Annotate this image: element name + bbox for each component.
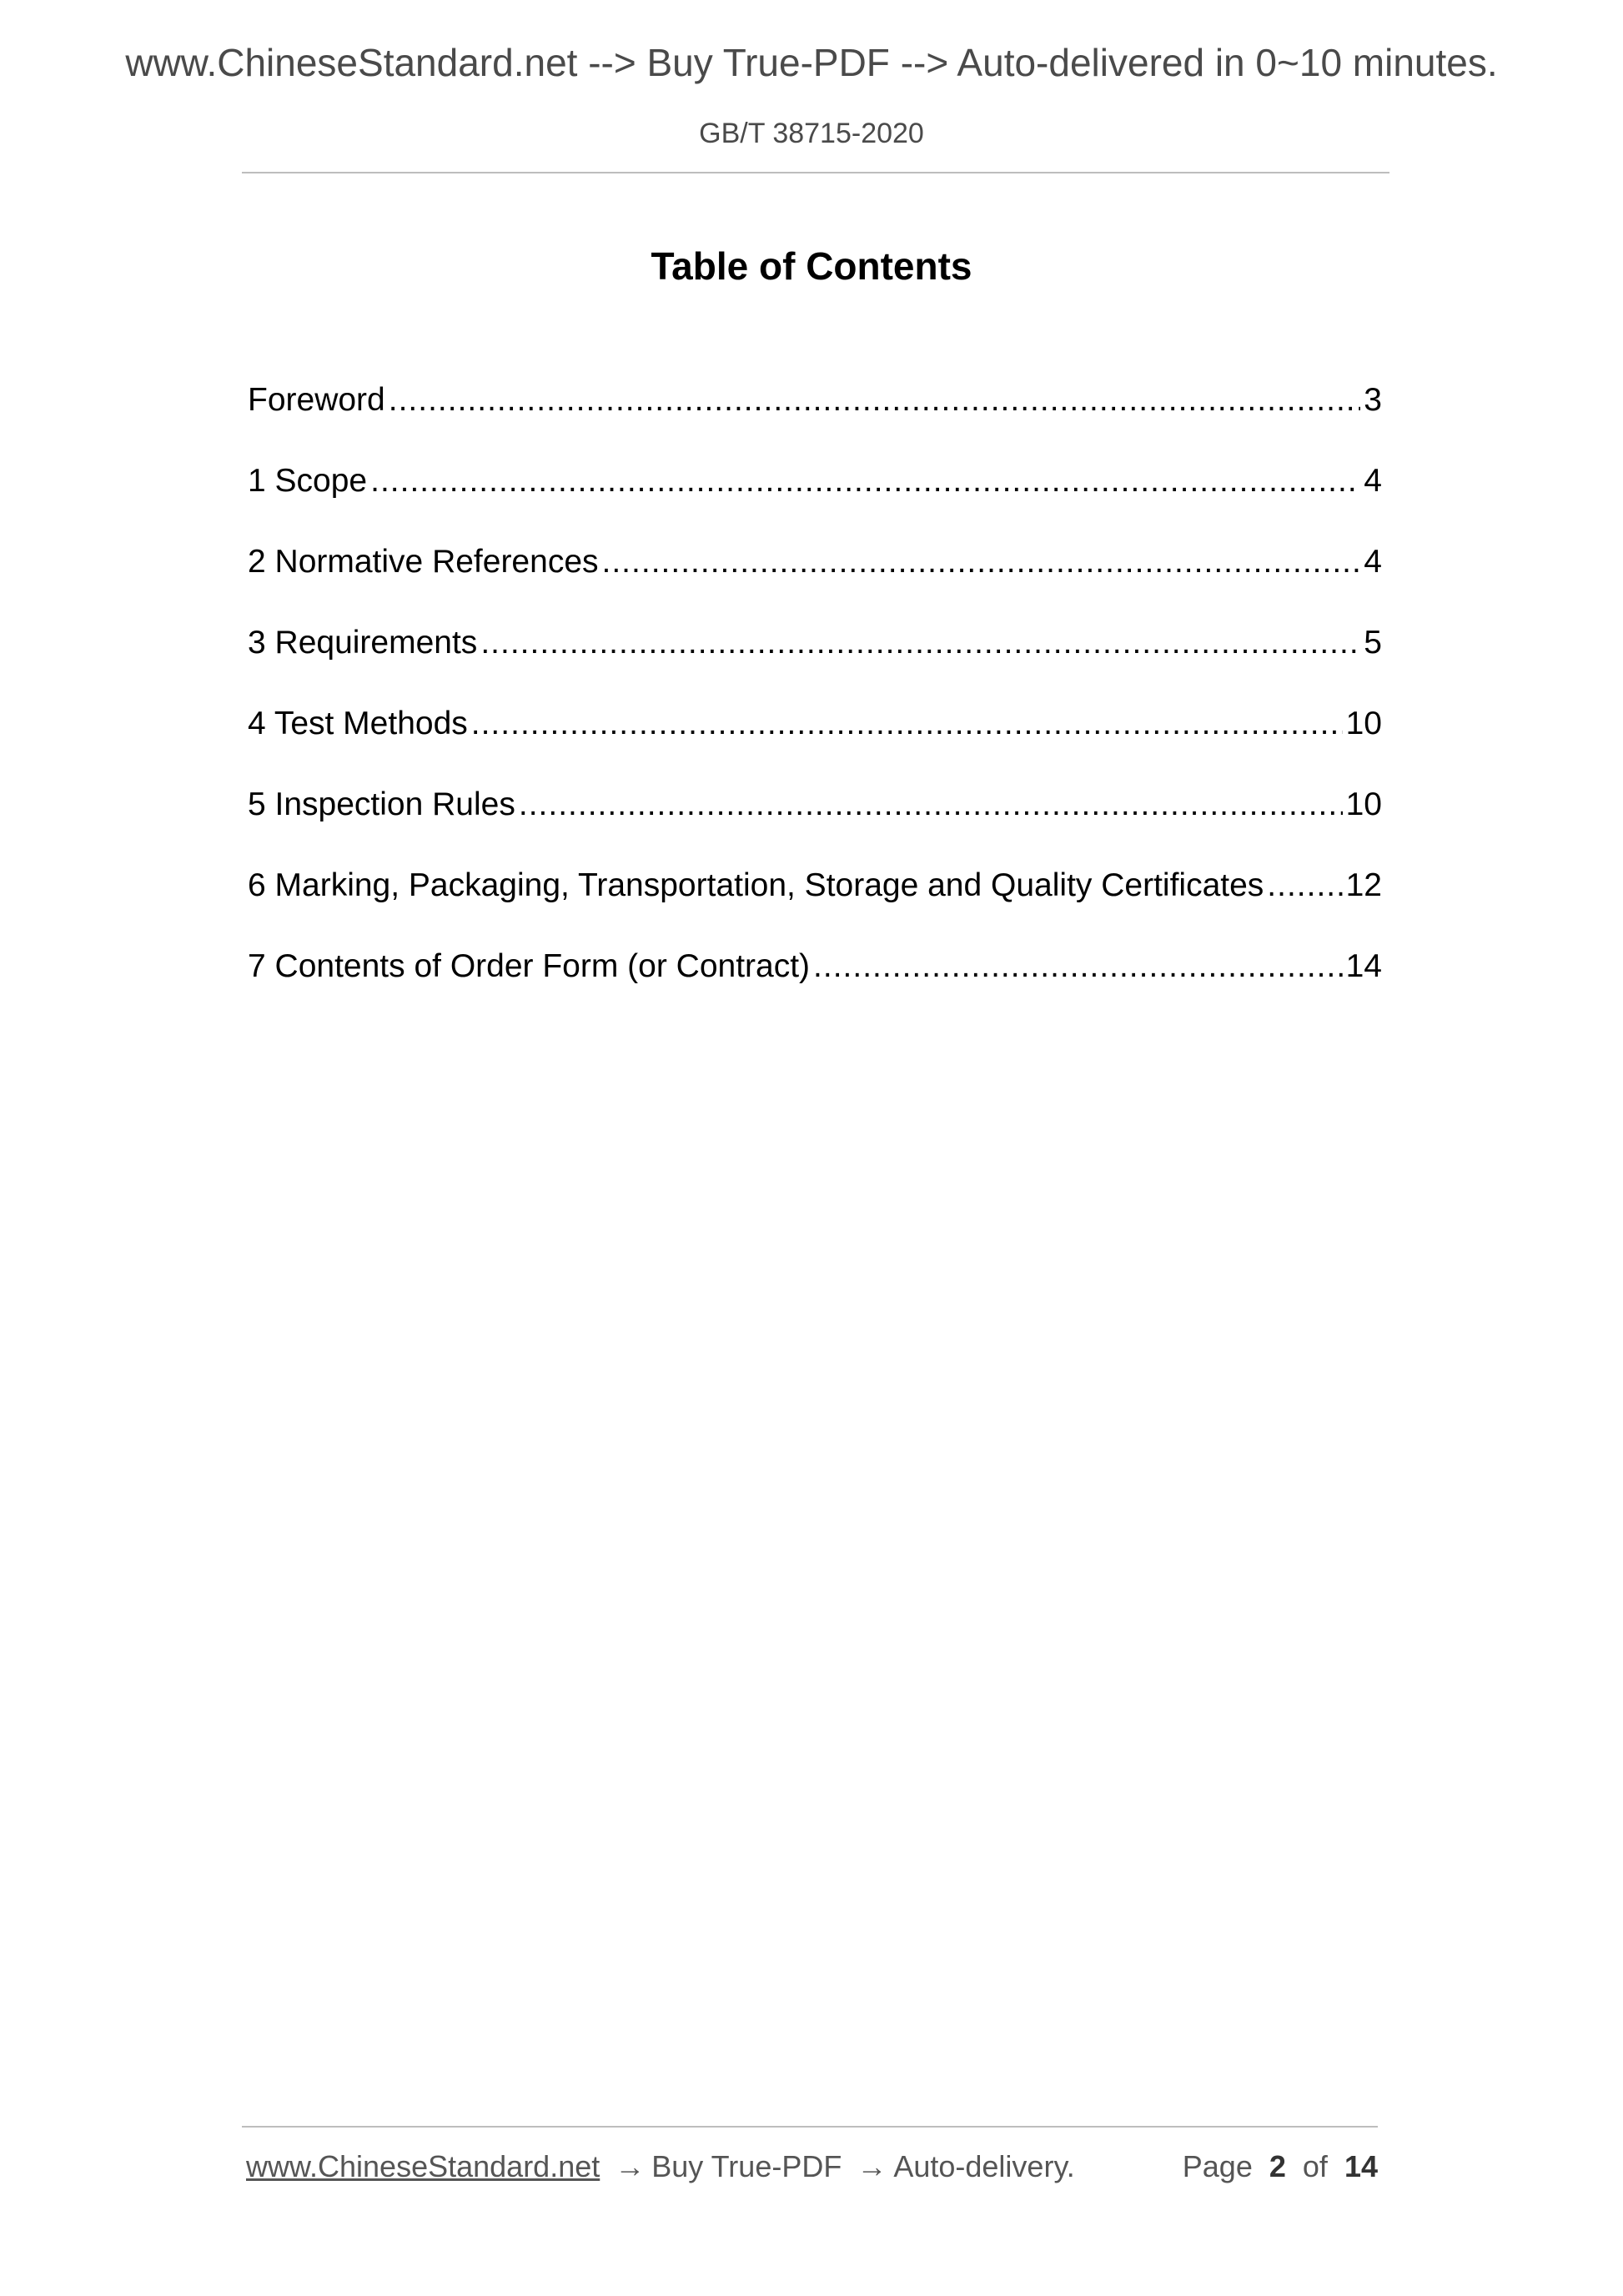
toc-entry-label: 2 Normative References: [248, 544, 599, 580]
toc-entry-scope[interactable]: [248, 459, 1382, 540]
site-banner: www.ChineseStandard.net --> Buy True-PDF --> Auto-delivered in 0~10 minutes.: [125, 41, 1498, 84]
toc-entry-normative-references[interactable]: [248, 540, 1382, 620]
toc-list: [248, 378, 1382, 1025]
toc-dot-leader: [602, 540, 1361, 585]
toc-entry-page: 3: [1364, 382, 1382, 418]
page-word: Page: [1182, 2149, 1253, 2183]
toc-dot-leader: [471, 701, 1343, 746]
toc-entry-marking-packaging[interactable]: [248, 863, 1382, 944]
current-page-number: 2: [1269, 2149, 1286, 2183]
toc-dot-leader: [480, 620, 1360, 666]
document-code: GB/T 38715-2020: [699, 118, 924, 149]
toc-entry-page: 4: [1364, 463, 1382, 499]
toc-dot-leader: [519, 782, 1343, 827]
toc-entry-page: 4: [1364, 544, 1382, 580]
page-footer: [246, 2149, 1378, 2184]
footer-site-link[interactable]: www.ChineseStandard.net: [246, 2149, 600, 2183]
toc-dot-leader: [389, 378, 1361, 423]
page-indicator: [1183, 2149, 1378, 2184]
toc-entry-page: 12: [1345, 867, 1382, 903]
toc-entry-page: 5: [1364, 625, 1382, 661]
toc-entry-label: 5 Inspection Rules: [248, 786, 515, 822]
footer-divider: [242, 2126, 1378, 2128]
toc-dot-leader: [370, 459, 1360, 504]
toc-entry-label: 7 Contents of Order Form (or Contract): [248, 948, 811, 984]
toc-entry-label: 1 Scope: [248, 463, 368, 499]
toc-entry-inspection-rules[interactable]: [248, 782, 1382, 863]
toc-entry-requirements[interactable]: [248, 620, 1382, 701]
toc-entry-label: 4 Test Methods: [248, 706, 468, 741]
header-divider: [242, 172, 1389, 173]
toc-dot-leader: [1267, 863, 1342, 908]
toc-entry-page: 10: [1345, 706, 1382, 741]
toc-entry-label: 3 Requirements: [248, 625, 478, 661]
toc-entry-foreword[interactable]: [248, 378, 1382, 459]
toc-title: Table of Contents: [651, 244, 972, 288]
toc-entry-label: 6 Marking, Packaging, Transportation, Storage and Quality Certificates: [248, 867, 1264, 903]
toc-entry-page: 10: [1345, 786, 1382, 822]
toc-entry-test-methods[interactable]: [248, 701, 1382, 782]
footer-delivery-text: Auto-delivery.: [893, 2149, 1075, 2183]
arrow-right-icon: →: [615, 2149, 646, 2183]
toc-entry-label: Foreword: [248, 382, 385, 418]
total-page-count: 14: [1344, 2149, 1378, 2183]
toc-entry-page: 14: [1345, 948, 1382, 984]
toc-dot-leader: [813, 944, 1343, 989]
arrow-right-icon: →: [857, 2149, 887, 2183]
toc-entry-order-form-contents[interactable]: [248, 944, 1382, 1025]
footer-buy-text: Buy True-PDF: [651, 2149, 842, 2183]
of-word: of: [1302, 2149, 1328, 2183]
